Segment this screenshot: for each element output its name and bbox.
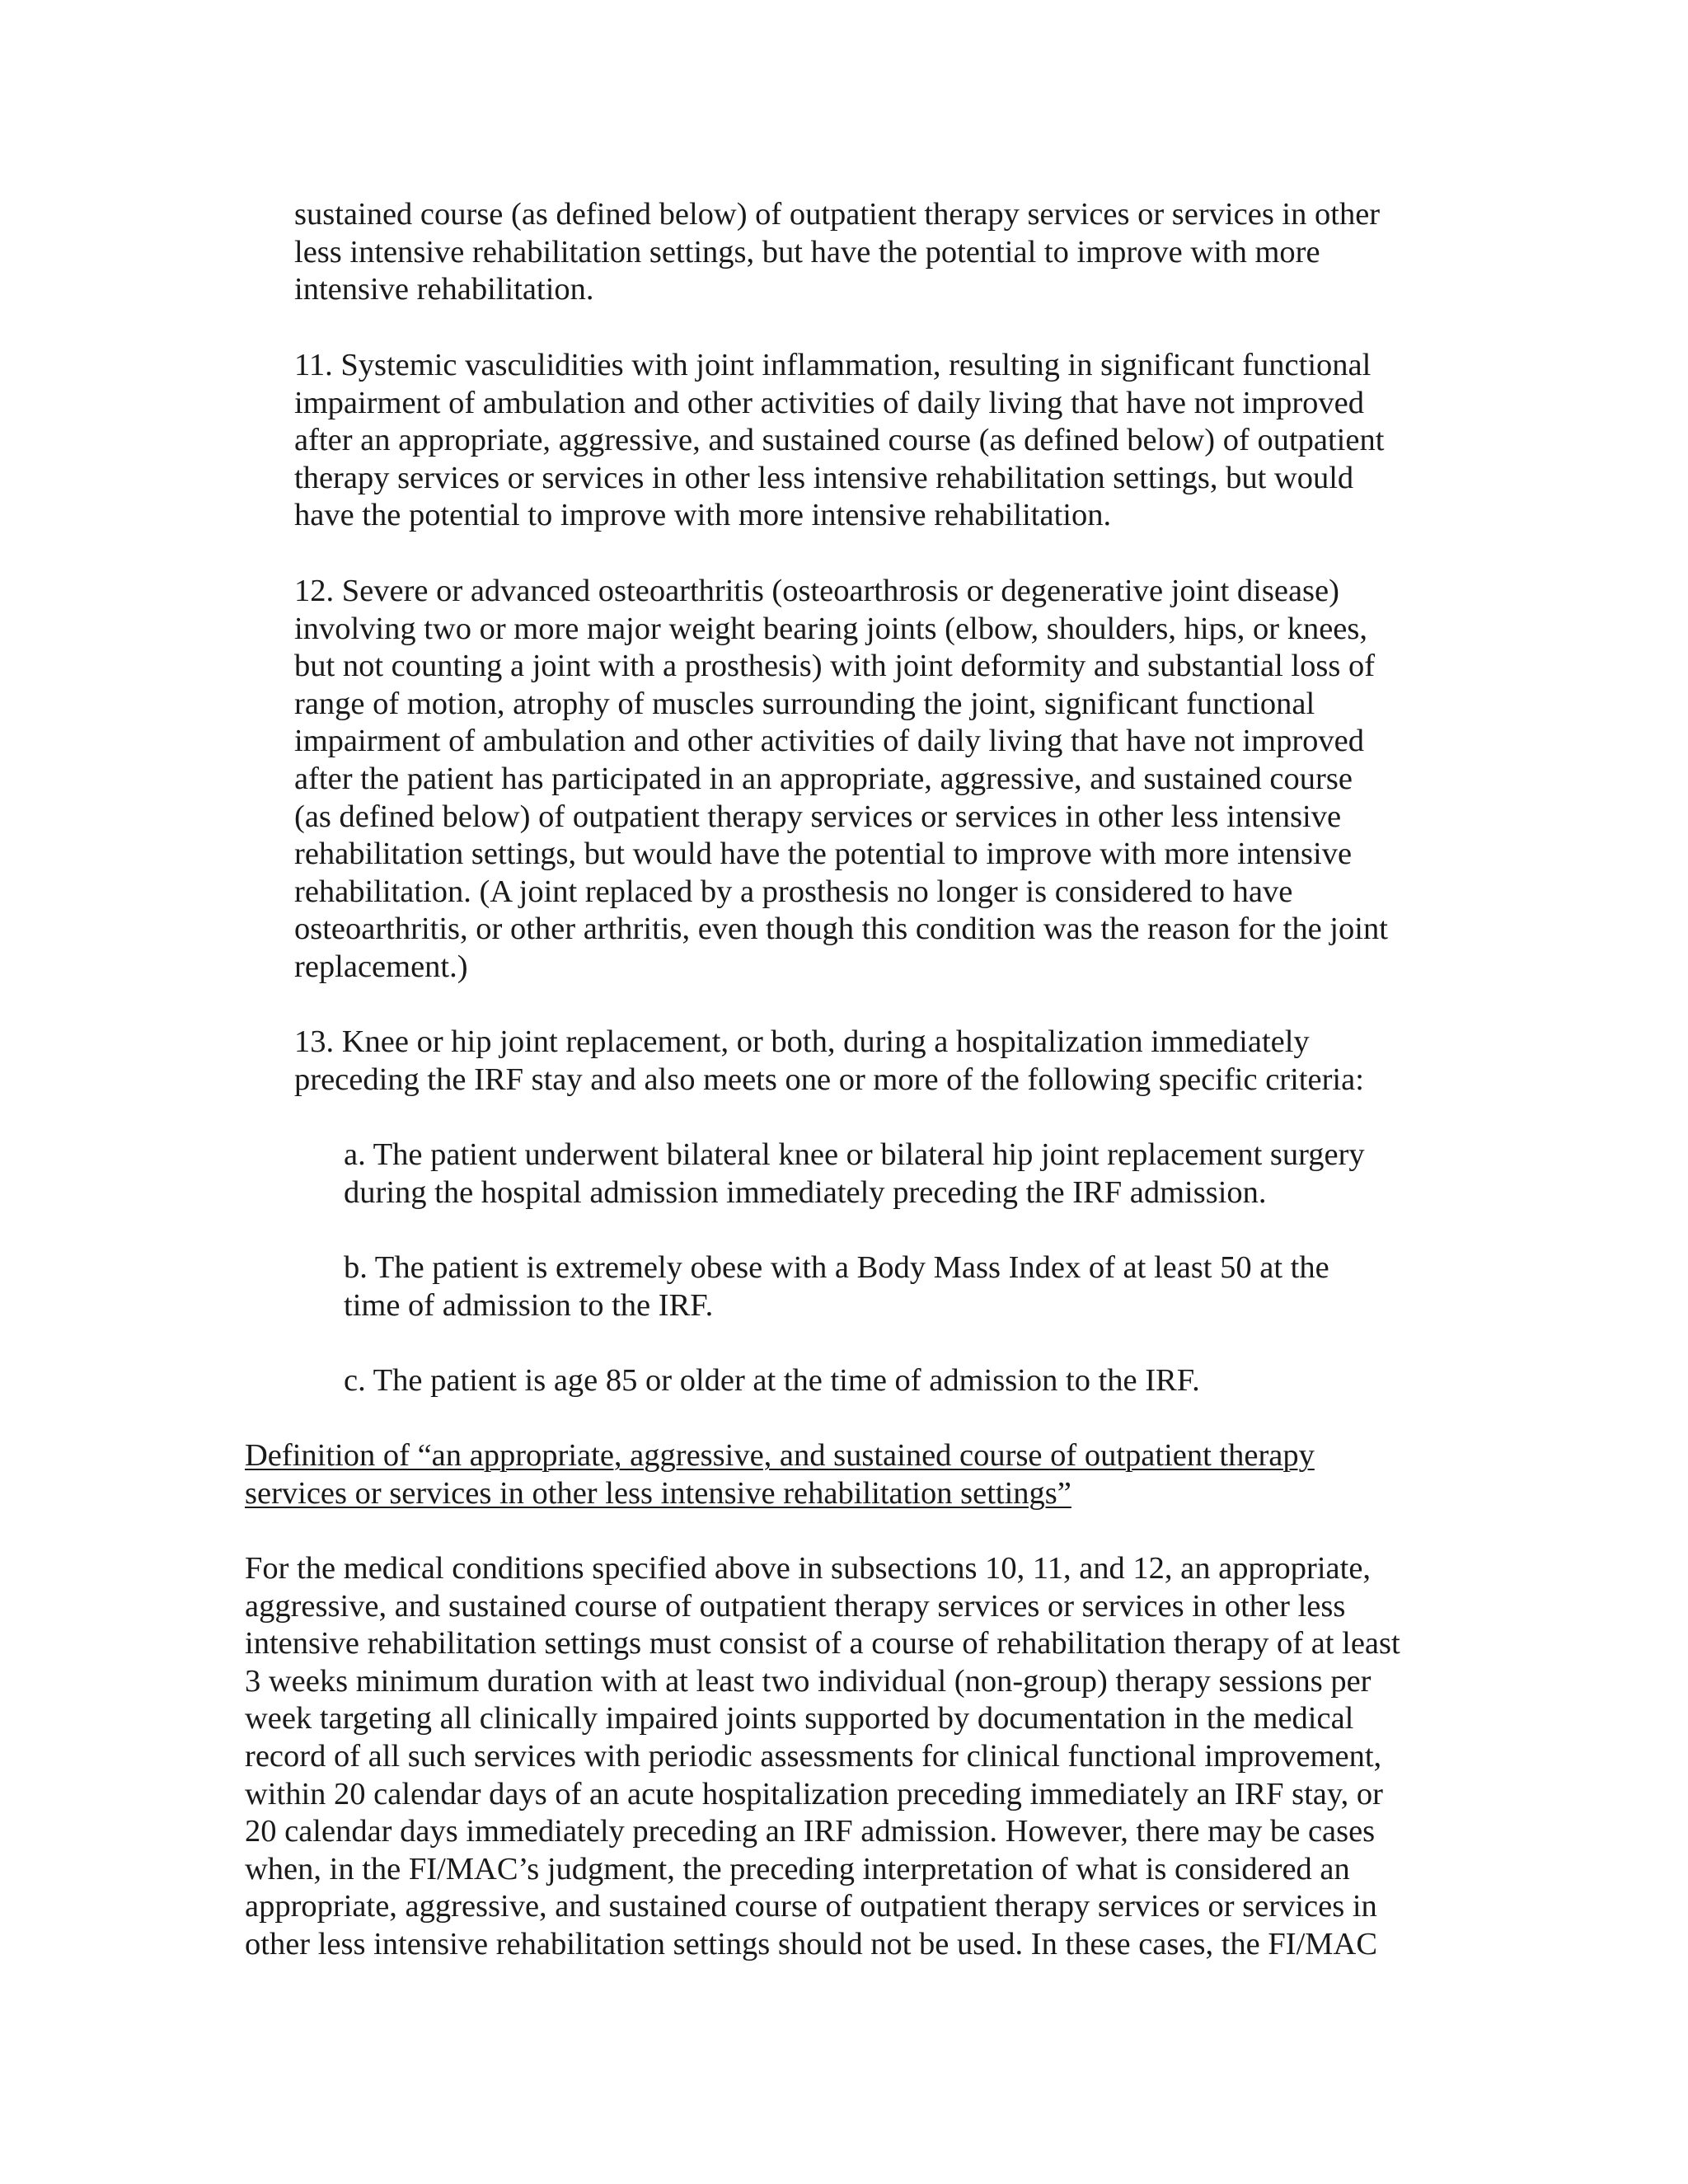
list-item-11: 11. Systemic vasculidities with joint inflammation, resulting in significant functional impairment of ambulation and other activities of daily living that have not improved after an appropriate, aggressive, and sustained course (as defined below) of outpatient therapy services or services in other less intensive rehabilitation settings, but would have the potential to improve with more intensive rehabilitation. (294, 348, 1385, 533)
definition-heading: Definition of “an appropriate, aggressive, and sustained course of outpatient therapy services or services in other less intensive rehabilitation settings” (245, 1438, 1315, 1511)
sub-item-13c: c. The patient is age 85 or older at the time of admission to the IRF. (344, 1363, 1200, 1398)
list-item-12: 12. Severe or advanced osteoarthritis (osteoarthrosis or degenerative joint disease) involving two or more major weight bearing joints (elbow, shoulders, hips, or knees, but not counting a joint with a prosthesis) with joint deformity and substantial loss of range of motion, atrophy of muscles surrounding the joint, significant functional impairment of ambulation and other activities of daily living that have not improved after the patient has participated in an appropriate, aggressive, and sustained course (as defined below) of outpatient therapy services or services in other less intensive rehabilitation settings, but would have the potential to improve with more intensive rehabilitation. (A joint replaced by a prosthesis no longer is considered to have osteoarthritis, or other arthritis, even though this condition was the reason for the joint replacement.) (294, 574, 1388, 984)
list-item-13: 13. Knee or hip joint replacement, or both, during a hospitalization immediately preceding the IRF stay and also meets one or more of the following specific criteria: (294, 1024, 1364, 1097)
intro-continuation-paragraph: sustained course (as defined below) of outpatient therapy services or services in other less intensive rehabilitation settings, but have the potential to improve with more intensive rehabilitation. (294, 197, 1381, 307)
sub-item-13b: b. The patient is extremely obese with a Body Mass Index of at least 50 at the time of admission to the IRF. (344, 1250, 1329, 1323)
sub-item-13a: a. The patient underwent bilateral knee or bilateral hip joint replacement surgery during the hospital admission immediately preceding the IRF admission. (344, 1137, 1365, 1210)
definition-body-paragraph: For the medical conditions specified above in subsections 10, 11, and 12, an appropriate, aggressive, and sustained course of outpatient therapy services or services in other less intensive rehabilitation settings must consist of a course of rehabilitation therapy of at least 3 weeks minimum duration with at least two individual (non-group) therapy sessions per week targeting all clinically impaired joints supported by documentation in the medical record of all such services with periodic assessments for clinical functional improvement, within 20 calendar days of an acute hospitalization preceding immediately an IRF stay, or 20 calendar days immediately preceding an IRF admission. However, there may be cases when, in the FI/MAC’s judgment, the preceding interpretation of what is considered an appropriate, aggressive, and sustained course of outpatient therapy services or services in other less intensive rehabilitation settings should not be used. In these cases, the FI/MAC (245, 1551, 1400, 1961)
